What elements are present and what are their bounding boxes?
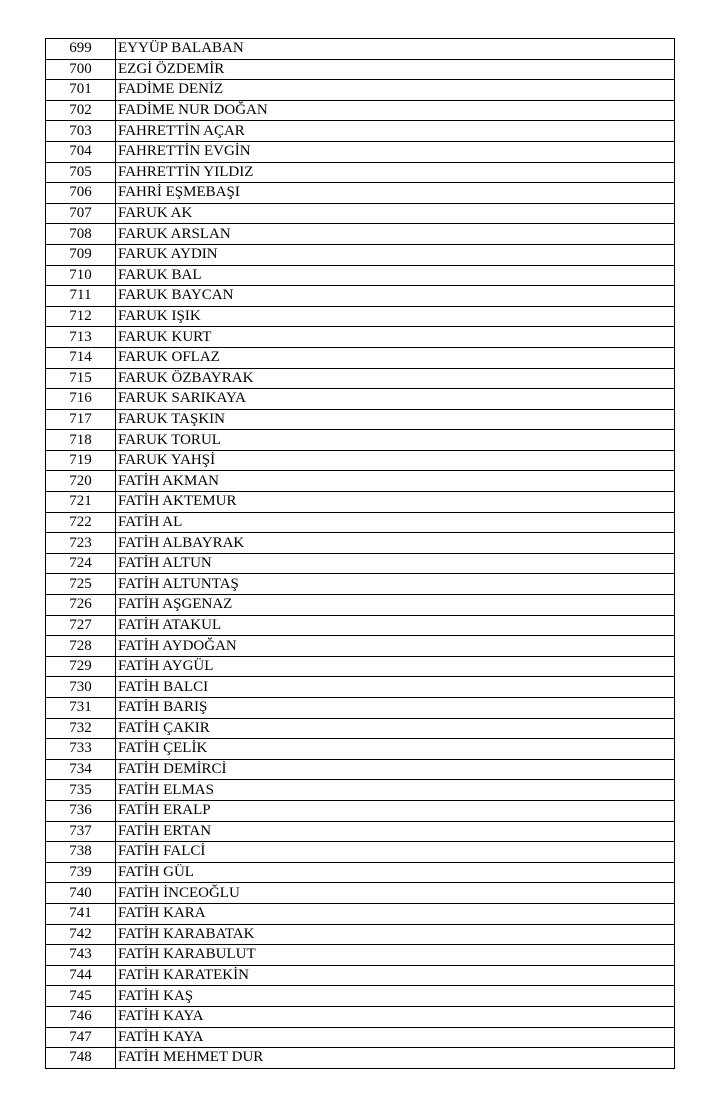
table-row [46, 759, 675, 780]
person-name-cell: EYYÜP BALABAN [116, 39, 675, 60]
person-name-cell: FATİH GÜL [116, 862, 675, 883]
person-name-cell: FATİH ATAKUL [116, 615, 675, 636]
person-name-cell: EZGİ ÖZDEMİR [116, 59, 675, 80]
row-number-cell: 738 [46, 842, 116, 863]
row-number-cell: 719 [46, 450, 116, 471]
table-row [46, 595, 675, 616]
person-name-cell: FAHRETTİN AÇAR [116, 121, 675, 142]
table-row [46, 656, 675, 677]
row-number-cell: 723 [46, 533, 116, 554]
person-name-cell: FATİH İNCEOĞLU [116, 883, 675, 904]
row-number-cell: 699 [46, 39, 116, 60]
row-number-cell: 734 [46, 759, 116, 780]
person-name-cell: FADİME DENİZ [116, 80, 675, 101]
table-row [46, 698, 675, 719]
row-number-cell: 702 [46, 100, 116, 121]
row-number-cell: 729 [46, 656, 116, 677]
row-number-cell: 711 [46, 286, 116, 307]
row-number-cell: 704 [46, 141, 116, 162]
table-row [46, 39, 675, 60]
person-name-cell: FATİH KAYA [116, 1027, 675, 1048]
person-name-cell: FADİME NUR DOĞAN [116, 100, 675, 121]
person-name-cell: FAHRETTİN EVGİN [116, 141, 675, 162]
name-list-body [46, 39, 675, 1069]
person-name-cell: FATİH ÇAKIR [116, 718, 675, 739]
row-number-cell: 712 [46, 306, 116, 327]
person-name-cell: FATİH BALCI [116, 677, 675, 698]
person-name-cell: FARUK AYDIN [116, 244, 675, 265]
row-number-cell: 715 [46, 368, 116, 389]
table-row [46, 389, 675, 410]
person-name-cell: FARUK TAŞKIN [116, 409, 675, 430]
row-number-cell: 701 [46, 80, 116, 101]
table-row [46, 450, 675, 471]
table-row [46, 883, 675, 904]
row-number-cell: 745 [46, 986, 116, 1007]
row-number-cell: 740 [46, 883, 116, 904]
row-number-cell: 748 [46, 1048, 116, 1069]
table-row [46, 965, 675, 986]
table-row [46, 800, 675, 821]
row-number-cell: 744 [46, 965, 116, 986]
row-number-cell: 743 [46, 945, 116, 966]
row-number-cell: 709 [46, 244, 116, 265]
row-number-cell: 710 [46, 265, 116, 286]
person-name-cell: FATİH FALCİ [116, 842, 675, 863]
row-number-cell: 703 [46, 121, 116, 142]
table-row [46, 1048, 675, 1069]
row-number-cell: 737 [46, 821, 116, 842]
table-row [46, 842, 675, 863]
person-name-cell: FATİH ALTUNTAŞ [116, 574, 675, 595]
table-row [46, 327, 675, 348]
table-row [46, 677, 675, 698]
table-row [46, 162, 675, 183]
table-row [46, 636, 675, 657]
table-row [46, 409, 675, 430]
person-name-cell: FATİH ERALP [116, 800, 675, 821]
table-row [46, 574, 675, 595]
person-name-cell: FATİH KAYA [116, 1006, 675, 1027]
table-row [46, 1027, 675, 1048]
row-number-cell: 700 [46, 59, 116, 80]
row-number-cell: 721 [46, 492, 116, 513]
person-name-cell: FATİH KARA [116, 903, 675, 924]
table-row [46, 615, 675, 636]
person-name-cell: FATİH KARABATAK [116, 924, 675, 945]
table-row [46, 100, 675, 121]
table-row [46, 203, 675, 224]
table-row [46, 862, 675, 883]
table-row [46, 533, 675, 554]
row-number-cell: 717 [46, 409, 116, 430]
person-name-cell: FARUK BAL [116, 265, 675, 286]
table-row [46, 430, 675, 451]
person-name-cell: FARUK ÖZBAYRAK [116, 368, 675, 389]
row-number-cell: 731 [46, 698, 116, 719]
row-number-cell: 732 [46, 718, 116, 739]
row-number-cell: 733 [46, 739, 116, 760]
person-name-cell: FATİH KARATEKİN [116, 965, 675, 986]
person-name-cell: FATİH AKTEMUR [116, 492, 675, 513]
person-name-cell: FATİH DEMİRCİ [116, 759, 675, 780]
row-number-cell: 728 [46, 636, 116, 657]
table-row [46, 739, 675, 760]
table-row [46, 121, 675, 142]
table-row [46, 306, 675, 327]
person-name-cell: FATİH AL [116, 512, 675, 533]
table-row [46, 945, 675, 966]
row-number-cell: 714 [46, 347, 116, 368]
person-name-cell: FARUK YAHŞİ [116, 450, 675, 471]
person-name-cell: FARUK BAYCAN [116, 286, 675, 307]
person-name-cell: FATİH AYGÜL [116, 656, 675, 677]
row-number-cell: 725 [46, 574, 116, 595]
table-row [46, 492, 675, 513]
row-number-cell: 741 [46, 903, 116, 924]
table-row [46, 265, 675, 286]
person-name-cell: FARUK ARSLAN [116, 224, 675, 245]
person-name-cell: FARUK KURT [116, 327, 675, 348]
person-name-cell: FARUK SARIKAYA [116, 389, 675, 410]
table-row [46, 183, 675, 204]
table-row [46, 471, 675, 492]
person-name-cell: FATİH MEHMET DUR [116, 1048, 675, 1069]
row-number-cell: 727 [46, 615, 116, 636]
person-name-cell: FATİH BARIŞ [116, 698, 675, 719]
row-number-cell: 718 [46, 430, 116, 451]
table-row [46, 986, 675, 1007]
person-name-cell: FARUK TORUL [116, 430, 675, 451]
row-number-cell: 724 [46, 553, 116, 574]
table-row [46, 780, 675, 801]
table-row [46, 924, 675, 945]
person-name-cell: FATİH ERTAN [116, 821, 675, 842]
row-number-cell: 726 [46, 595, 116, 616]
person-name-cell: FATİH AYDOĞAN [116, 636, 675, 657]
table-row [46, 368, 675, 389]
row-number-cell: 716 [46, 389, 116, 410]
person-name-cell: FATİH KARABULUT [116, 945, 675, 966]
person-name-cell: FAHRETTİN YILDIZ [116, 162, 675, 183]
person-name-cell: FATİH ÇELİK [116, 739, 675, 760]
person-name-cell: FATİH KAŞ [116, 986, 675, 1007]
table-row [46, 286, 675, 307]
person-name-cell: FATİH ELMAS [116, 780, 675, 801]
row-number-cell: 742 [46, 924, 116, 945]
row-number-cell: 736 [46, 800, 116, 821]
row-number-cell: 707 [46, 203, 116, 224]
row-number-cell: 730 [46, 677, 116, 698]
table-row [46, 224, 675, 245]
person-name-cell: FARUK OFLAZ [116, 347, 675, 368]
person-name-cell: FARUK IŞIK [116, 306, 675, 327]
table-row [46, 141, 675, 162]
person-name-cell: FAHRİ EŞMEBAŞI [116, 183, 675, 204]
person-name-cell: FATİH ALBAYRAK [116, 533, 675, 554]
person-name-cell: FARUK AK [116, 203, 675, 224]
row-number-cell: 739 [46, 862, 116, 883]
row-number-cell: 720 [46, 471, 116, 492]
row-number-cell: 746 [46, 1006, 116, 1027]
row-number-cell: 706 [46, 183, 116, 204]
row-number-cell: 747 [46, 1027, 116, 1048]
table-row [46, 553, 675, 574]
row-number-cell: 713 [46, 327, 116, 348]
person-name-cell: FATİH AŞGENAZ [116, 595, 675, 616]
person-name-cell: FATİH ALTUN [116, 553, 675, 574]
table-row [46, 512, 675, 533]
row-number-cell: 705 [46, 162, 116, 183]
row-number-cell: 735 [46, 780, 116, 801]
table-row [46, 903, 675, 924]
name-list-table [45, 38, 675, 1069]
table-row [46, 59, 675, 80]
table-row [46, 718, 675, 739]
table-row [46, 821, 675, 842]
table-row [46, 1006, 675, 1027]
table-row [46, 347, 675, 368]
person-name-cell: FATİH AKMAN [116, 471, 675, 492]
row-number-cell: 722 [46, 512, 116, 533]
table-row [46, 244, 675, 265]
table-row [46, 80, 675, 101]
row-number-cell: 708 [46, 224, 116, 245]
